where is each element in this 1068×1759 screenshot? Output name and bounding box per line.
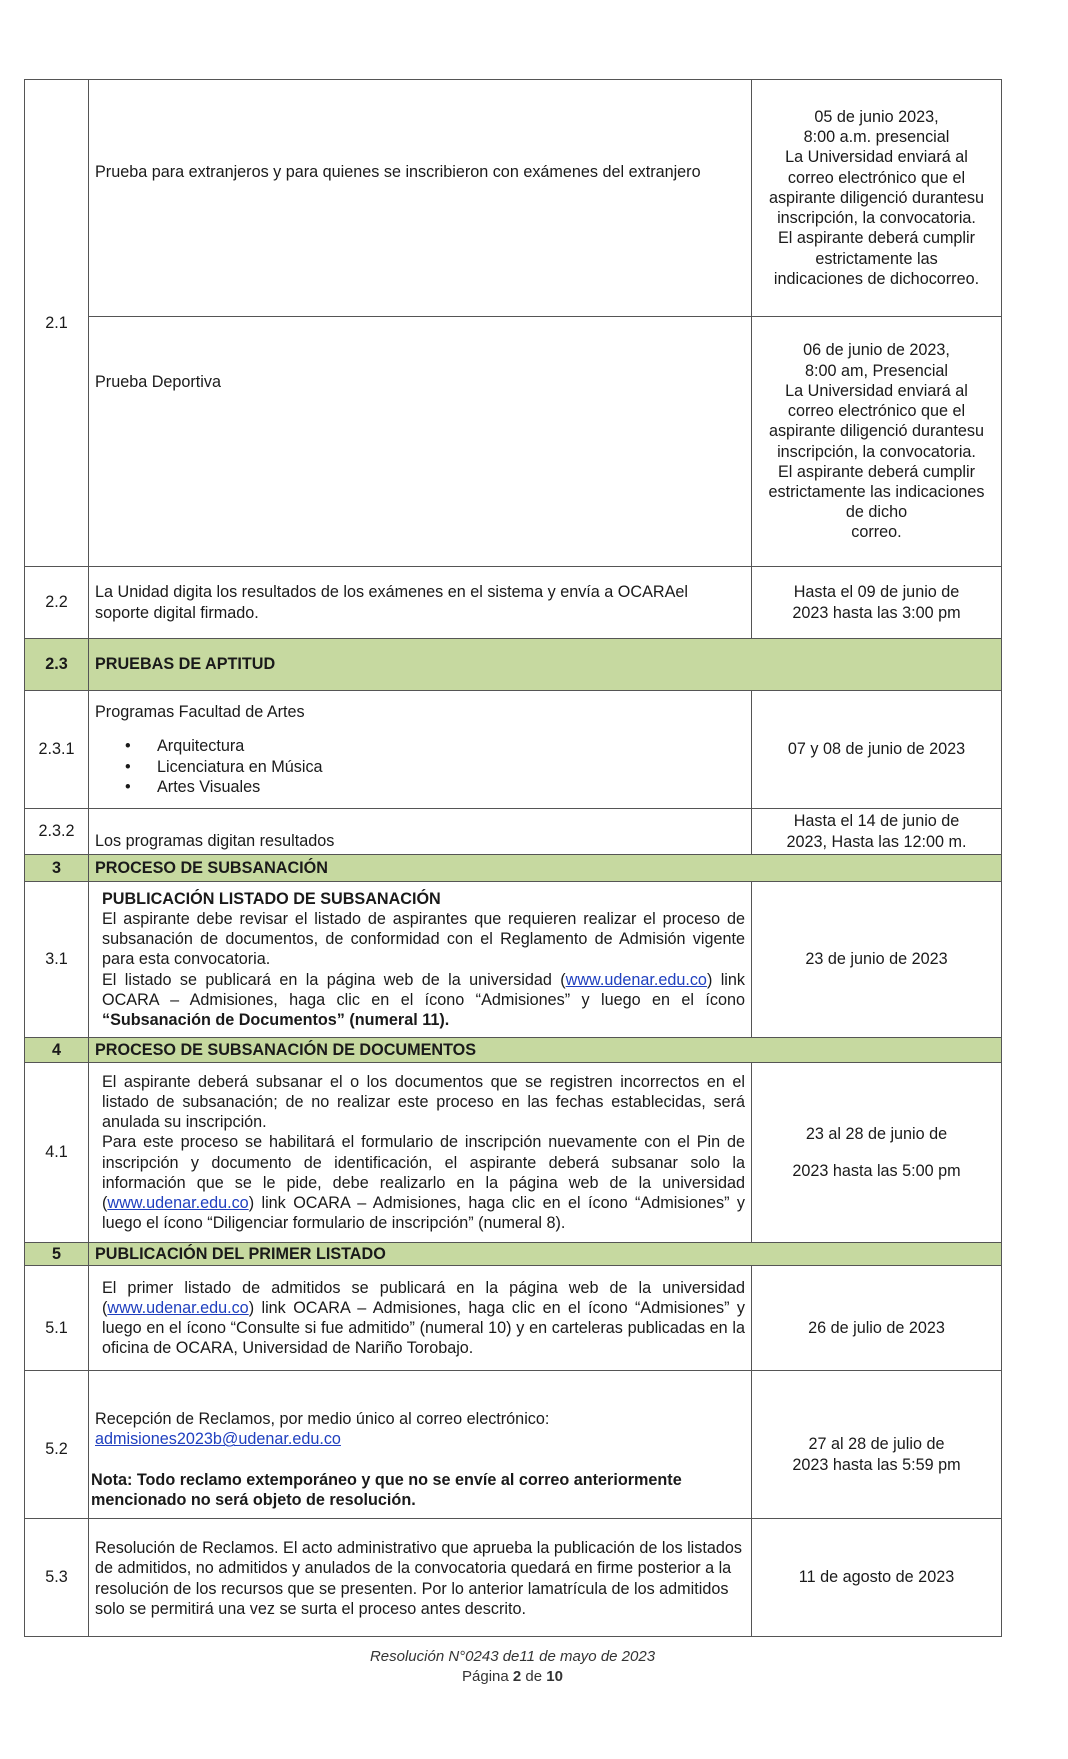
- row-number: 3.1: [25, 882, 89, 1038]
- date-line: de dicho: [845, 503, 908, 522]
- schedule-table: [24, 79, 1002, 1637]
- date-line: 06 de junio de 2023,: [803, 341, 950, 360]
- email-link[interactable]: admisiones2023b@udenar.edu.co: [95, 1430, 341, 1449]
- row-number: 2.3.2: [25, 809, 89, 855]
- paragraph: [102, 1132, 745, 1233]
- description-text: Recepción de Reclamos, por medio único al correo electrónico:: [95, 1410, 550, 1429]
- date-line: inscripción, la convocatoria.: [777, 209, 976, 228]
- page-current: 2: [512, 1668, 522, 1685]
- row-description: [89, 1371, 752, 1519]
- row-description: La Unidad digita los resultados de los exámenes en el sistema y envía a OCARAel soporte digital firmado.: [89, 567, 752, 639]
- footer-resolution: Resolución N°0243 de11 de mayo de 2023: [369, 1648, 656, 1665]
- note-text: Nota: Todo reclamo extemporáneo y que no se envíe al correo anteriormente mencionado no será objeto de resolución.: [91, 1470, 682, 1509]
- date-line: 05 de junio 2023,: [814, 108, 939, 127]
- description-text: Prueba Deportiva: [95, 372, 221, 391]
- table-row-2-2: [25, 567, 1002, 639]
- paragraph-text: El listado se publicará en la página web de la universidad (: [102, 970, 566, 989]
- page-prefix: Página: [462, 1668, 513, 1685]
- table-row-4-1: [25, 1063, 1002, 1243]
- row-description: [89, 80, 752, 317]
- date-line: inscripción, la convocatoria.: [777, 442, 976, 461]
- row-date: 26 de julio de 2023: [752, 1266, 1002, 1371]
- row-description: [89, 317, 752, 567]
- date-line: 27 al 28 de julio de: [808, 1435, 945, 1454]
- row-description: [89, 691, 752, 809]
- section-row-4: [25, 1038, 1002, 1063]
- date-line: La Universidad enviará al: [785, 148, 968, 167]
- section-number: 2.3: [25, 639, 89, 691]
- section-row-5: [25, 1243, 1002, 1266]
- row-date: [752, 317, 1002, 567]
- program-list: [95, 736, 745, 797]
- row-number: 2.1: [25, 80, 89, 567]
- row-description: Resolución de Reclamos. El acto administrativo que aprueba la publicación de los listados de admitidos, no admitidos y anulados de la convocatoria quedará en firme posterior a la resolución de los recursos que se presenten. Por lo anterior lamatrícula de los admitidos solo se permitirá una vez se surta el proceso antes descrito.: [89, 1519, 752, 1637]
- row-date: [752, 809, 1002, 855]
- table-row-2-3-1: [25, 691, 1002, 809]
- paragraph: [102, 970, 745, 1031]
- row-description: [89, 1266, 752, 1371]
- date-line: La Universidad enviará al: [785, 381, 968, 400]
- page-total: 10: [546, 1668, 563, 1685]
- footer-page-number: [0, 1668, 1025, 1685]
- paragraph-text: ) link OCARA – Admisiones, haga clic en el ícono “Admisiones” y luego el ícono “Diligenciar formulario de inscripción” (numeral 8).: [102, 1193, 745, 1233]
- date-line: correo electrónico que el: [787, 168, 966, 187]
- row-date: 11 de agosto de 2023: [752, 1519, 1002, 1637]
- description-text: Prueba para extranjeros y para quienes se inscribieron con exámenes del extranjero: [95, 163, 701, 181]
- date-line: Hasta el 14 de junio de: [793, 812, 960, 831]
- paragraph: El aspirante debe revisar el listado de aspirantes que requieren realizar el proceso de subsanación de documentos, de conformidad con el Reglamento de Admisión vigente para esta convocatoria.: [102, 909, 745, 969]
- date-line: 8:00 a.m. presencial: [803, 128, 950, 147]
- date-line: 8:00 am, Presencial: [804, 361, 949, 380]
- udenar-link[interactable]: www.udenar.edu.co: [107, 1298, 249, 1317]
- date-line: El aspirante deberá cumplir: [777, 229, 976, 248]
- date-line: 2023 hasta las 5:00 pm: [792, 1161, 961, 1180]
- row-date: [752, 567, 1002, 639]
- row-date: [752, 80, 1002, 317]
- date-line: 2023 hasta las 5:59 pm: [792, 1455, 961, 1474]
- table-row-3-1: [25, 882, 1002, 1038]
- date-line: correo.: [851, 523, 902, 542]
- paragraph-bold-text: “Subsanación de Documentos” (numeral 11).: [102, 1011, 450, 1029]
- table-row-5-1: [25, 1266, 1002, 1371]
- table-row-5-3: [25, 1519, 1002, 1637]
- section-number: 3: [25, 855, 89, 882]
- section-title: PROCESO DE SUBSANACIÓN: [89, 855, 1002, 882]
- row-number: 5.3: [25, 1519, 89, 1637]
- section-title: PROCESO DE SUBSANACIÓN DE DOCUMENTOS: [89, 1038, 1002, 1063]
- paragraph: [102, 1278, 745, 1359]
- date-lines: [758, 107, 995, 289]
- row-number: 2.3.1: [25, 691, 89, 809]
- section-title: PUBLICACIÓN DEL PRIMER LISTADO: [89, 1243, 1002, 1266]
- row-number: 5.1: [25, 1266, 89, 1371]
- page-mid: de: [521, 1668, 547, 1685]
- row-heading: PUBLICACIÓN LISTADO DE SUBSANACIÓN: [102, 889, 441, 908]
- date-line: 23 al 28 de junio de: [805, 1125, 948, 1144]
- section-number: 4: [25, 1038, 89, 1063]
- section-title: PRUEBAS DE APTITUD: [89, 639, 1002, 691]
- section-row-3: [25, 855, 1002, 882]
- section-row-2-3: [25, 639, 1002, 691]
- paragraph-text: Para este proceso se habilitará el formulario de inscripción nuevamente con el Pin de inscripción y documento de identificación, el aspirante deberá subsanar solo la información que se le pide, debe realizarlo en la página web de la universidad (: [102, 1133, 745, 1212]
- table-row-5-2: [25, 1371, 1002, 1519]
- row-description: Los programas digitan resultados: [89, 809, 752, 855]
- date-line: 2023, Hasta las 12:00 m.: [786, 832, 967, 851]
- paragraph-text: El primer listado de admitidos se publicará en la página web de la universidad (: [102, 1278, 745, 1317]
- table-row-2-1b: [25, 317, 1002, 567]
- row-date: 07 y 08 de junio de 2023: [752, 691, 1002, 809]
- paragraph-text: ) link OCARA – Admisiones, haga clic en el ícono “Admisiones” y luego en el ícono: [102, 970, 745, 1009]
- row-number: 5.2: [25, 1371, 89, 1519]
- section-number: 5: [25, 1243, 89, 1266]
- table-row-2-3-2: [25, 809, 1002, 855]
- paragraph: El aspirante deberá subsanar el o los documentos que se registren incorrectos en el listado de subsanación; de no realizar este proceso en las fechas establecidas, será anulada su inscripción.: [102, 1072, 745, 1132]
- list-item: • Arquitectura: [157, 736, 745, 756]
- date-line: estrictamente las: [815, 249, 938, 268]
- row-number: 2.2: [25, 567, 89, 639]
- table-row-2-1a: [25, 80, 1002, 317]
- date-line: Hasta el 09 de junio de: [793, 583, 960, 602]
- row-number: 4.1: [25, 1063, 89, 1243]
- date-line: 2023 hasta las 3:00 pm: [792, 603, 961, 622]
- date-line: estrictamente las indicaciones: [768, 482, 985, 501]
- row-date: [752, 1063, 1002, 1243]
- list-item: • Artes Visuales: [157, 777, 745, 797]
- row-description: [89, 882, 752, 1038]
- date-line: aspirante diligenció durantesu: [768, 188, 985, 207]
- date-line: correo electrónico que el: [787, 402, 966, 421]
- udenar-link[interactable]: www.udenar.edu.co: [107, 1193, 249, 1212]
- udenar-link[interactable]: www.udenar.edu.co: [565, 970, 707, 989]
- date-line: aspirante diligenció durantesu: [768, 422, 985, 441]
- paragraph-text: ) link OCARA – Admisiones, haga clic en el ícono “Admisiones” y luego en el ícono “Consulte si fue admitido” (numeral 10) y en carteleras publicadas en la oficina de OCARA, Universidad de Nariño Torobajo.: [102, 1298, 745, 1358]
- row-date: [752, 1371, 1002, 1519]
- row-date: 23 de junio de 2023: [752, 882, 1002, 1038]
- row-description: [89, 1063, 752, 1243]
- date-line: indicaciones de dichocorreo.: [773, 269, 980, 288]
- description-text: Programas Facultad de Artes: [95, 703, 305, 722]
- date-line: El aspirante deberá cumplir: [777, 462, 976, 481]
- list-item: • Licenciatura en Música: [157, 757, 745, 777]
